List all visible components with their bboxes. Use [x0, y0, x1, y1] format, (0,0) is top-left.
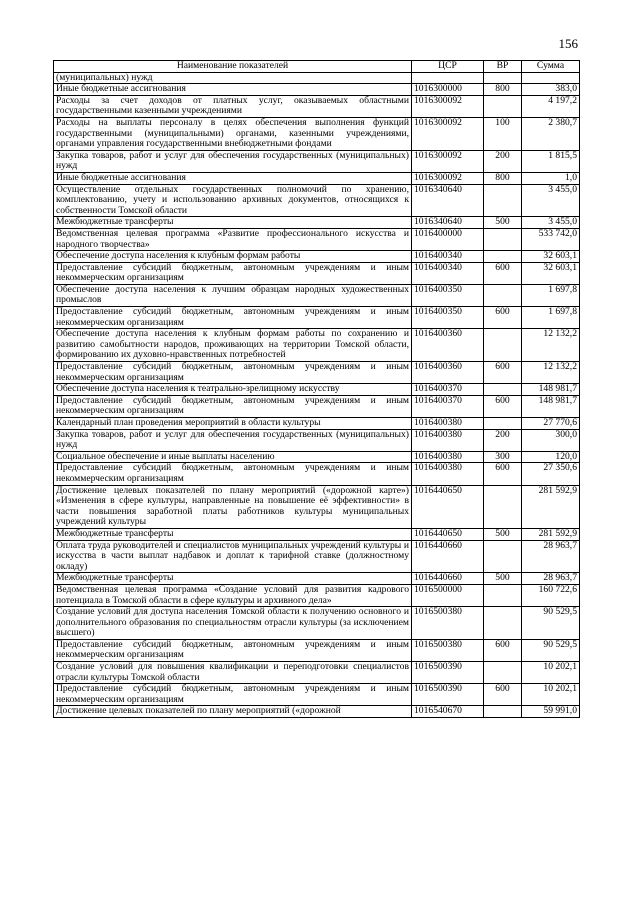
cell-vr: 800 — [484, 84, 522, 96]
table-row — [54, 284, 580, 306]
cell-sum: 32 603,1 — [522, 262, 580, 284]
cell-name: Обеспечение доступа населения к театрально-зрелищному искусству — [54, 384, 412, 396]
table-row — [54, 607, 580, 640]
cell-sum: 148 981,7 — [522, 384, 580, 396]
cell-name: Ведомственная целевая программа «Развитие профессионального искусства и народного творчества» — [54, 228, 412, 250]
cell-csr: 1016500000 — [412, 584, 484, 606]
cell-name: Межбюджетные трансферты — [54, 528, 412, 540]
cell-name: Предоставление субсидий бюджетным, автономным учреждениям и иным некоммерческим организациям — [54, 639, 412, 661]
cell-csr: 1016400340 — [412, 262, 484, 284]
cell-vr — [484, 284, 522, 306]
cell-name: Достижение целевых показателей по плану мероприятий («дорожной — [54, 706, 412, 718]
cell-name: Создание условий для доступа населения Томской области к получению основного и дополнительного образования по специальностям отрасли культуры (за исключением высшего) — [54, 607, 412, 640]
table-row — [54, 706, 580, 718]
cell-vr — [484, 329, 522, 362]
cell-vr: 600 — [484, 362, 522, 384]
cell-csr: 1016500390 — [412, 662, 484, 684]
cell-vr: 800 — [484, 172, 522, 184]
cell-vr — [484, 584, 522, 606]
cell-csr: 1016400360 — [412, 362, 484, 384]
table-row — [54, 395, 580, 417]
cell-csr: 1016500380 — [412, 639, 484, 661]
cell-csr: 1016440650 — [412, 485, 484, 528]
table-row — [54, 584, 580, 606]
cell-sum: 90 529,5 — [522, 607, 580, 640]
cell-csr: 1016440660 — [412, 573, 484, 585]
cell-vr: 500 — [484, 573, 522, 585]
cell-sum: 148 981,7 — [522, 395, 580, 417]
table-row — [54, 485, 580, 528]
cell-sum: 160 722,6 — [522, 584, 580, 606]
table-row — [54, 262, 580, 284]
cell-name: Расходы за счет доходов от платных услуг, оказываемых областными государственными казенными учреждениями — [54, 95, 412, 117]
cell-vr: 200 — [484, 150, 522, 172]
table-row — [54, 662, 580, 684]
table-row — [54, 217, 580, 229]
header-name: Наименование показателей — [54, 61, 412, 73]
cell-name: Обеспечение доступа населения к клубным формам работы по сохранению и развитию самобытности народов, проживающих на территории Томской области, формированию их духовно-нравственных потребностей — [54, 329, 412, 362]
cell-vr: 600 — [484, 307, 522, 329]
table-row — [54, 251, 580, 263]
cell-name: Межбюджетные трансферты — [54, 573, 412, 585]
budget-table — [53, 60, 580, 718]
cell-name: Иные бюджетные ассигнования — [54, 84, 412, 96]
cell-name: Создание условий для повышения квалификации и переподготовки специалистов отрасли культуры Томской области — [54, 662, 412, 684]
cell-vr — [484, 228, 522, 250]
table-row — [54, 84, 580, 96]
cell-sum: 281 592,9 — [522, 528, 580, 540]
cell-sum: 10 202,1 — [522, 662, 580, 684]
cell-csr: 1016400370 — [412, 384, 484, 396]
table-row — [54, 429, 580, 451]
header-sum: Сумма — [522, 61, 580, 73]
cell-sum: 2 380,7 — [522, 117, 580, 150]
cell-sum: 1 697,8 — [522, 284, 580, 306]
cell-csr: 1016400380 — [412, 451, 484, 463]
cell-csr: 1016400360 — [412, 329, 484, 362]
cell-vr — [484, 251, 522, 263]
cell-vr: 600 — [484, 395, 522, 417]
cell-name: Социальное обеспечение и иные выплаты населению — [54, 451, 412, 463]
cell-sum: 383,0 — [522, 84, 580, 96]
cell-csr: 1016400340 — [412, 251, 484, 263]
table-row — [54, 329, 580, 362]
header-csr: ЦСР — [412, 61, 484, 73]
cell-vr — [484, 95, 522, 117]
cell-vr: 600 — [484, 262, 522, 284]
cell-csr: 1016300092 — [412, 172, 484, 184]
cell-sum: 27 350,6 — [522, 463, 580, 485]
cell-sum: 4 197,2 — [522, 95, 580, 117]
cell-csr: 1016400380 — [412, 429, 484, 451]
cell-vr: 300 — [484, 451, 522, 463]
cell-csr: 1016400350 — [412, 284, 484, 306]
table-row — [54, 307, 580, 329]
page-number: 156 — [558, 36, 578, 51]
cell-sum: 533 742,0 — [522, 228, 580, 250]
cell-name: Ведомственная целевая программа «Создание условий для развития кадрового потенциала в Томской области в сфере культуры и архивного дела» — [54, 584, 412, 606]
cell-csr: 1016400380 — [412, 418, 484, 430]
cell-name: Закупка товаров, работ и услуг для обеспечения государственных (муниципальных) нужд — [54, 150, 412, 172]
cell-csr: 1016540670 — [412, 706, 484, 718]
cell-name: Обеспечение доступа населения к лучшим образцам народных художественных промыслов — [54, 284, 412, 306]
cell-csr: 1016340640 — [412, 184, 484, 217]
cell-vr — [484, 706, 522, 718]
cell-vr: 600 — [484, 684, 522, 706]
cell-vr — [484, 662, 522, 684]
cell-vr: 600 — [484, 463, 522, 485]
cell-name: Расходы на выплаты персоналу в целях обеспечения выполнения функций государственными (муниципальными) органами, казенными учреждениями, органами управления государственными внебюджетными фондами — [54, 117, 412, 150]
table-row — [54, 463, 580, 485]
cell-sum: 1 815,5 — [522, 150, 580, 172]
cell-sum: 90 529,5 — [522, 639, 580, 661]
cell-csr: 1016300092 — [412, 95, 484, 117]
table-row — [54, 451, 580, 463]
cell-sum: 10 202,1 — [522, 684, 580, 706]
cell-name: Иные бюджетные ассигнования — [54, 172, 412, 184]
cell-name: Оплата труда руководителей и специалистов муниципальных учреждений культуры и искусства в части выплат надбавок и доплат к тарифной ставке (должностному окладу) — [54, 540, 412, 573]
table-row — [54, 172, 580, 184]
table-row — [54, 117, 580, 150]
cell-csr: 1016440660 — [412, 540, 484, 573]
cell-sum: 12 132,2 — [522, 362, 580, 384]
cell-vr — [484, 184, 522, 217]
table-row — [54, 540, 580, 573]
cell-csr: 1016340640 — [412, 217, 484, 229]
table-row — [54, 384, 580, 396]
table-header-row — [54, 61, 580, 73]
cell-sum — [522, 72, 580, 84]
cell-csr: 1016400000 — [412, 228, 484, 250]
cell-sum: 32 603,1 — [522, 251, 580, 263]
cell-sum: 12 132,2 — [522, 329, 580, 362]
cell-vr — [484, 485, 522, 528]
cell-name: Предоставление субсидий бюджетным, автономным учреждениям и иным некоммерческим организациям — [54, 463, 412, 485]
table-row — [54, 418, 580, 430]
cell-vr: 500 — [484, 528, 522, 540]
cell-csr: 1016400350 — [412, 307, 484, 329]
table-row — [54, 72, 580, 84]
cell-sum: 28 963,7 — [522, 540, 580, 573]
table-row — [54, 573, 580, 585]
cell-name: Предоставление субсидий бюджетным, автономным учреждениям и иным некоммерческим организациям — [54, 362, 412, 384]
cell-vr — [484, 418, 522, 430]
cell-sum: 3 455,0 — [522, 217, 580, 229]
cell-vr: 200 — [484, 429, 522, 451]
cell-sum: 1,0 — [522, 172, 580, 184]
cell-sum: 59 991,0 — [522, 706, 580, 718]
cell-sum: 281 592,9 — [522, 485, 580, 528]
cell-name: Календарный план проведения мероприятий в области культуры — [54, 418, 412, 430]
cell-csr: 1016440650 — [412, 528, 484, 540]
cell-vr — [484, 540, 522, 573]
cell-sum: 300,0 — [522, 429, 580, 451]
cell-csr: 1016400380 — [412, 463, 484, 485]
cell-csr: 1016300092 — [412, 117, 484, 150]
cell-name: Осуществление отдельных государственных полномочий по хранению, комплектованию, учету и использованию архивных документов, относящихся к собственности Томской области — [54, 184, 412, 217]
cell-csr: 1016500380 — [412, 607, 484, 640]
cell-sum: 28 963,7 — [522, 573, 580, 585]
cell-sum: 27 770,6 — [522, 418, 580, 430]
cell-name: Межбюджетные трансферты — [54, 217, 412, 229]
cell-csr — [412, 72, 484, 84]
table-row — [54, 184, 580, 217]
cell-sum: 1 697,8 — [522, 307, 580, 329]
cell-name: Предоставление субсидий бюджетным, автономным учреждениям и иным некоммерческим организациям — [54, 684, 412, 706]
table-row — [54, 639, 580, 661]
table-row — [54, 528, 580, 540]
cell-name: Предоставление субсидий бюджетным, автономным учреждениям и иным некоммерческим организациям — [54, 307, 412, 329]
cell-csr: 1016500390 — [412, 684, 484, 706]
table-row — [54, 150, 580, 172]
table-row — [54, 95, 580, 117]
cell-csr: 1016300092 — [412, 150, 484, 172]
cell-vr: 500 — [484, 217, 522, 229]
cell-name: Предоставление субсидий бюджетным, автономным учреждениям и иным некоммерческим организациям — [54, 395, 412, 417]
cell-vr: 100 — [484, 117, 522, 150]
cell-csr: 1016300000 — [412, 84, 484, 96]
cell-name: Предоставление субсидий бюджетным, автономным учреждениям и иным некоммерческим организациям — [54, 262, 412, 284]
cell-name: Закупка товаров, работ и услуг для обеспечения государственных (муниципальных) нужд — [54, 429, 412, 451]
cell-vr — [484, 607, 522, 640]
table-row — [54, 228, 580, 250]
cell-sum: 3 455,0 — [522, 184, 580, 217]
cell-csr: 1016400370 — [412, 395, 484, 417]
cell-sum: 120,0 — [522, 451, 580, 463]
table-row — [54, 362, 580, 384]
cell-name: (муниципальных) нужд — [54, 72, 412, 84]
table-row — [54, 684, 580, 706]
cell-vr — [484, 72, 522, 84]
cell-name: Достижение целевых показателей по плану мероприятий («дорожной карте») «Изменения в сфере культуры, направленные на повышение её эффективности» в части повышения заработной платы работников культуры муниципальных учреждений культуры — [54, 485, 412, 528]
header-vr: ВР — [484, 61, 522, 73]
cell-vr: 600 — [484, 639, 522, 661]
cell-vr — [484, 384, 522, 396]
cell-name: Обеспечение доступа населения к клубным формам работы — [54, 251, 412, 263]
